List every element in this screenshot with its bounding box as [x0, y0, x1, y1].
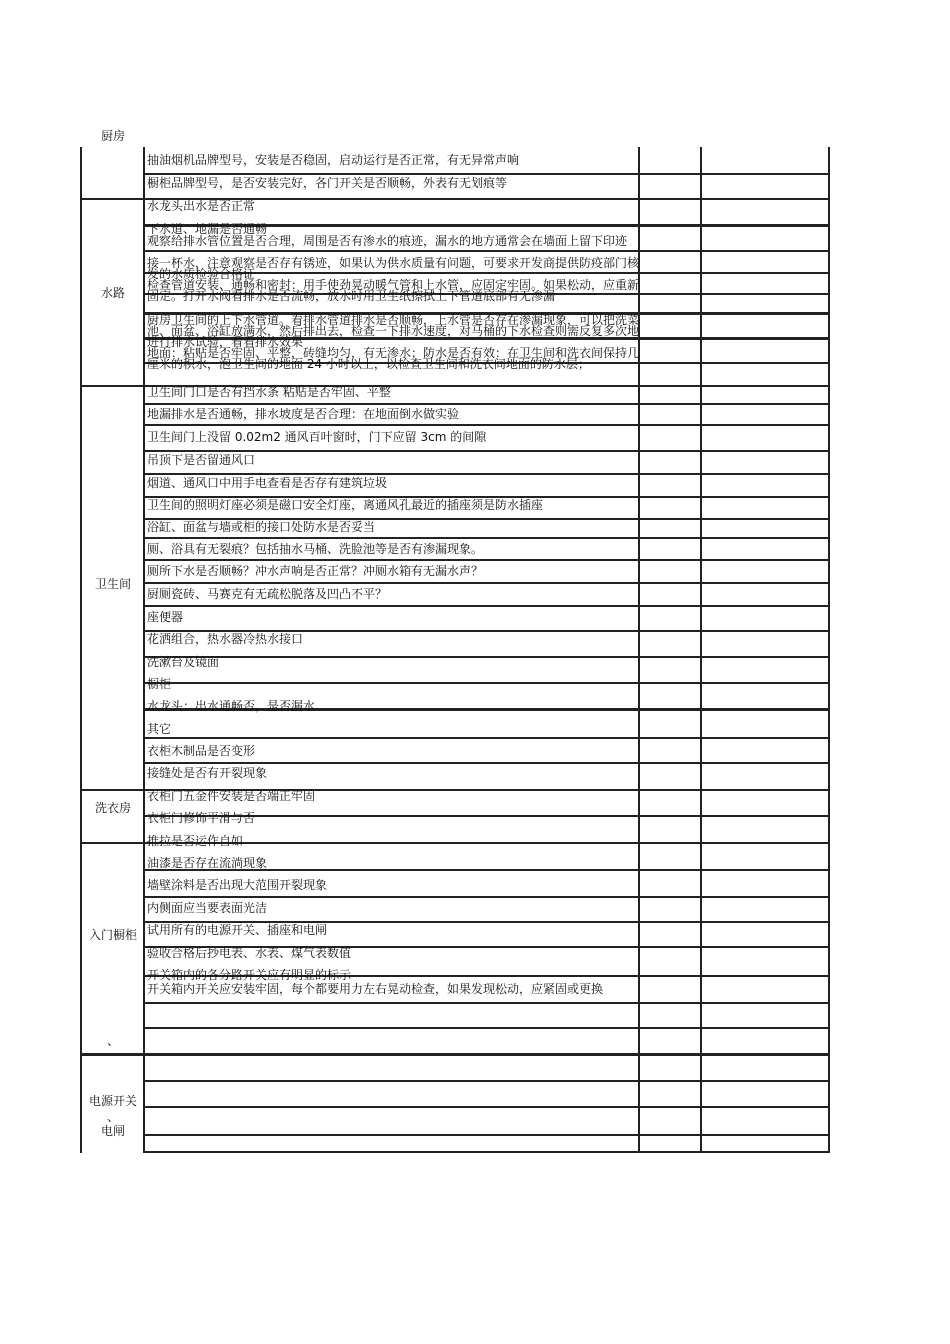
check-item: 地漏排水是否通畅，排水坡度是否合理：在地面倒水做实验 [147, 407, 460, 421]
check-item: 卫生间门口是否有挡水条 粘贴是否牢固、平整 [147, 385, 391, 399]
row-line [143, 424, 830, 426]
row-line [143, 473, 830, 475]
check-item: 下水道、地漏是否通畅 [147, 222, 268, 236]
category-power-line-1: 电源开关 [88, 1094, 137, 1108]
category-bathroom: 卫生间 [94, 577, 131, 591]
check-item: 内侧面应当要表面光洁 [147, 901, 268, 915]
check-item: 抽油烟机品牌型号，安装是否稳固，启动运行是否正常，有无异常声响 [147, 153, 520, 167]
check-item: 烟道、通风口中用手电查看是否存有建筑垃圾 [147, 476, 388, 490]
category-power-line-2: 、 [106, 1110, 119, 1124]
row-line [143, 582, 830, 584]
check-item: 花洒组合，热水器冷热水接口 [147, 632, 304, 646]
check-item: 推拉是否运作自如 [147, 834, 244, 848]
row-line [143, 1106, 830, 1108]
row-line [143, 1027, 830, 1029]
category-mark: 、 [106, 1034, 119, 1048]
row-line [143, 896, 830, 898]
check-item: 橱柜品牌型号，是否安装完好，各门开关是否顺畅，外表有无划痕等 [147, 176, 508, 190]
check-item: 水龙头：出水通畅否，是否漏水 [147, 699, 316, 713]
category-kitchen: 厨房 [100, 129, 125, 143]
check-item: 厕所下水是否顺畅？冲水声响是否正常？冲厕水箱有无漏水声？ [147, 564, 484, 578]
check-item: 开关箱内的各分路开关应有明显的标示 [147, 968, 352, 982]
check-item: 卫生间门上没留 0.02m2 通风百叶窗时，门下应留 3cm 的间隙 [147, 430, 487, 444]
row-line [143, 450, 830, 452]
row-line [143, 537, 830, 539]
check-item: 检查管道安装、通畅和密封：用手使劲晃动暖气管和上水管，应固定牢固。如果松动，应重新固定。打开水阀看排水是否流畅，放水时用卫生纸擦拭上下管道底部有无渗漏 [147, 278, 640, 303]
check-item: 水龙头出水是否正常 [147, 199, 256, 213]
check-item: 其它 [147, 722, 172, 736]
bottom-line [143, 1151, 830, 1153]
row-line [143, 403, 830, 405]
check-item: 墙壁涂料是否出现大范围开裂现象 [147, 878, 328, 892]
check-item: 厕、浴具有无裂痕？包括抽水马桶、洗脸池等是否有渗漏现象。 [147, 542, 484, 556]
check-item: 卫生间的照明灯座必须是磁口安全灯座，离通风孔最近的插座须是防水插座 [147, 498, 544, 512]
row-line [143, 737, 830, 739]
row-line [143, 250, 830, 252]
check-item: 验收合格后抄电表、水表、煤气表数值 [147, 946, 352, 960]
check-item: 衣柜门五金件安装是否端正牢固 [147, 789, 316, 803]
check-item: 衣柜木制品是否变形 [147, 744, 256, 758]
check-item: 接一杯水，注意观察是否存有锈迹，如果认为供水质量有问题，可要求开发商提供防疫部门核发的水质检验合格证 [147, 256, 640, 281]
category-water: 水路 [100, 286, 125, 300]
check-item: 厨厕瓷砖、马赛克有无疏松脱落及凹凸不平？ [147, 587, 388, 601]
category-laundry: 洗衣房 [94, 801, 131, 815]
check-item: 观察给排水管位置是否合理，周围是否有渗水的痕迹，漏水的地方通常会在墙面上留下印迹 [147, 234, 628, 248]
row-line [143, 1134, 830, 1136]
check-item: 吊顶下是否留通风口 [147, 453, 256, 467]
check-item: 座便器 [147, 610, 184, 624]
category-entrance-cabinet: 入门橱柜 [88, 928, 137, 942]
category-power-line-3: 电闸 [100, 1124, 125, 1138]
check-item: 接缝处是否有开裂现象 [147, 766, 268, 780]
check-item: 厨房卫生间的上下水管道。看排水管道排水是否顺畅，上水管是否存在渗漏现象，可以把洗菜池、面盆、浴缸放满水，然后排出去，检查一下排水速度，对马桶的下水检查则需反复多次地进行排水试验，看看排水效果 [147, 313, 640, 349]
check-item: 洗漱台及镜面 [147, 655, 220, 669]
row-line [143, 605, 830, 607]
check-item: 橱柜 [147, 677, 172, 691]
check-item: 开关箱内开关应安装牢固，每个都要用力左右晃动检查，如果发现松动，应紧固或更换 [147, 982, 604, 996]
row-line [143, 559, 830, 561]
row-line [143, 173, 830, 175]
check-item: 浴缸、面盆与墙或柜的接口处防水是否妥当 [147, 520, 376, 534]
row-line [143, 1080, 830, 1082]
check-item: 试用所有的电源开关、插座和电闸 [147, 923, 328, 937]
section-line [80, 1053, 830, 1056]
row-line [143, 1002, 830, 1004]
check-item: 地面：粘贴是否牢固、平整，砖缝均匀，有无渗水；防水是否有效：在卫生间和洗衣间保持几厘米的积水，泡卫生间的地面 24 小时以上，以检查卫生间和洗衣间地面的防水层； [147, 346, 640, 371]
check-item: 油漆是否存在流淌现象 [147, 856, 268, 870]
check-item: 衣柜门修饰平滑与否 [147, 811, 256, 825]
row-line [143, 762, 830, 764]
